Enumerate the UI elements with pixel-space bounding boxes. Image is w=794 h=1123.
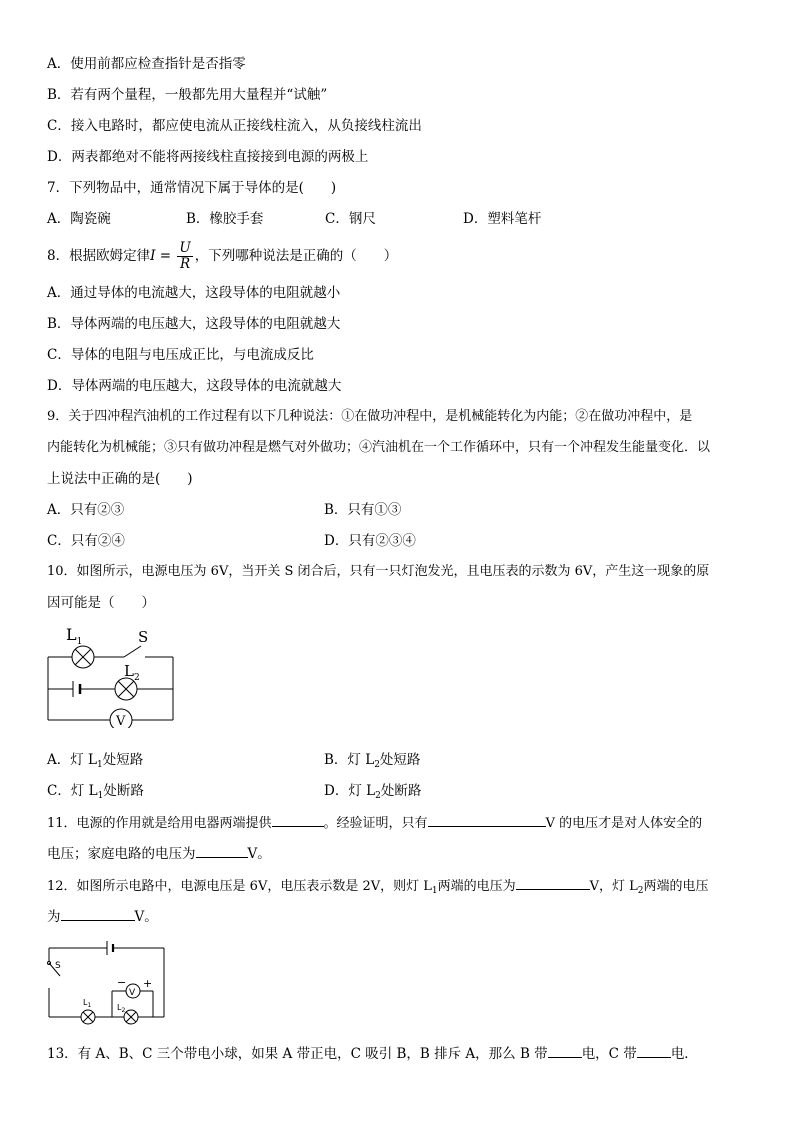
q10-option-c: C．灯 $L_1$处断路 <box>47 783 144 801</box>
q9-stem-line2: 内能转化为机械能；③只有做功冲程是燃气对外做功；④汽油机在一个工作循环中，只有一个冲程发生能量变化．以 <box>47 440 711 455</box>
q12-blank-1[interactable] <box>516 876 590 890</box>
q10-fig-l2-label: $L_2$ <box>124 662 140 683</box>
q12-fig-minus-label: − <box>117 976 127 989</box>
q8-formula-fraction <box>177 241 192 272</box>
q8-option-b: B．导体两端的电压越大，这段导体的电阻就越大 <box>47 316 341 332</box>
q7-stem: 7．下列物品中，通常情况下属于导体的是( ) <box>47 180 337 196</box>
q8-suffix: ，下列哪种说法是正确的（ ） <box>194 248 398 264</box>
q8-formula-denominator: R <box>179 256 191 272</box>
q11-line1: 11．电源的作用就是给用电器两端提供 。经验证明，只有 V 的电压才是对人体安全的 <box>47 813 702 833</box>
q9-option-c: C．只有②④ <box>47 533 125 549</box>
q8-formula-lhs: I <box>150 248 156 264</box>
q9-option-a: A．只有②③ <box>47 502 125 518</box>
q13-blank-1[interactable] <box>548 1044 582 1058</box>
q10-circuit-diagram <box>40 622 180 728</box>
q12-fig-l1-label: $L_1$ <box>83 998 92 1009</box>
q12-fig-l2-label: $L_2$ <box>117 1003 126 1014</box>
q6-option-a: A．使用前都应检查指针是否指零 <box>47 56 246 72</box>
q11-blank-2[interactable] <box>428 813 546 827</box>
q10-option-b: B．灯 $L_2$处短路 <box>324 752 421 770</box>
q9-option-d: D．只有②③④ <box>324 533 416 549</box>
q7-option-c: C．钢尺 <box>325 211 376 227</box>
q6-option-d: D．两表都绝对不能将两接线柱直接接到电源的两极上 <box>47 149 369 165</box>
q10-option-d: D．灯 $L_2$处断路 <box>324 783 422 801</box>
q11-line2: 电压；家庭电路的电压为 V。 <box>47 846 271 862</box>
q8-option-d: D．导体两端的电压越大，这段导体的电流就越大 <box>47 378 342 394</box>
q11-blank-3[interactable] <box>196 844 248 858</box>
q10-option-a: A．灯 $L_1$处短路 <box>47 752 144 770</box>
q7-option-a: A．陶瓷碗 <box>47 211 111 227</box>
q8-option-c: C．导体的电阻与电压成正比，与电流成反比 <box>47 347 314 363</box>
q13-line: 13．有 A、B、C 三个带电小球，如果 A 带正电，C 吸引 B，B 排斥 A，那么 B 带 电，C 带 电． <box>47 1046 698 1062</box>
q8-formula-eq: = <box>155 248 176 264</box>
q8-prefix: 8．根据欧姆定律 <box>47 248 151 264</box>
q10-fig-s-label: S <box>138 628 149 646</box>
q9-stem-line3: 上说法中正确的是( ) <box>47 471 193 487</box>
q9-stem-line1: 9．关于四冲程汽油机的工作过程有以下几种说法：①在做功冲程中，是机械能转化为内能；②在做功冲程中，是 <box>47 409 693 424</box>
q12-fig-plus-label: + <box>143 977 153 990</box>
q6-option-b: B．若有两个量程，一般都先用大量程并“试触” <box>47 87 328 103</box>
q12-circuit-diagram <box>40 938 170 1030</box>
q10-fig-v-label: V <box>116 714 126 728</box>
q8-formula-numerator: U <box>179 240 191 256</box>
q10-fig-l1-label: $L_1$ <box>66 625 83 647</box>
q8-option-a: A．通过导体的电流越大，这段导体的电阻就越小 <box>47 285 341 301</box>
q13-blank-2[interactable] <box>637 1044 671 1058</box>
q12-blank-2[interactable] <box>61 907 135 921</box>
q12-line1: 12．如图所示电路中，电源电压是 6V，电压表示数是 2V，则灯 $L_1$两端的电压为 V，灯 $L_2$两端的电压 <box>47 876 709 896</box>
q12-line2: 为 V。 <box>47 909 158 925</box>
q9-option-b: B．只有①③ <box>324 502 402 518</box>
q7-option-b: B．橡胶手套 <box>186 211 264 227</box>
q6-option-c: C．接入电路时，都应使电流从正接线柱流入，从负接线柱流出 <box>47 118 422 134</box>
q8-stem <box>47 238 397 274</box>
q11-blank-1[interactable] <box>272 813 324 827</box>
q10-stem-line2: 因可能是（ ） <box>47 595 155 611</box>
q12-fig-s-label: S <box>55 961 61 971</box>
q7-option-d: D．塑料笔杆 <box>463 211 542 227</box>
q12-fig-v-label: V <box>129 988 136 998</box>
q10-stem-line1: 10．如图所示，电源电压为 6V，当开关 S 闭合后，只有一只灯泡发光，且电压表的示数为 6V，产生这一现象的原 <box>47 564 710 579</box>
